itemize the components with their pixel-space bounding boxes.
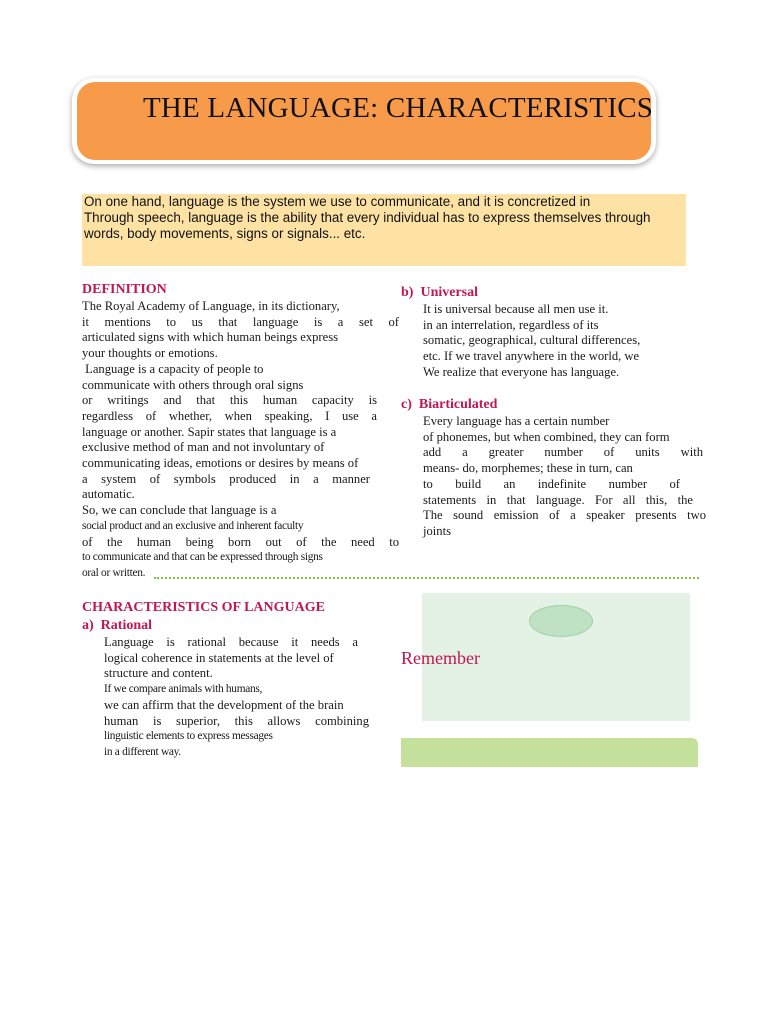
definition-line: articulated signs with which human beings express xyxy=(82,330,339,345)
definition-line: a system of symbols produced in a manner xyxy=(82,471,370,486)
definition-line: communicate with others through oral signs xyxy=(82,377,304,392)
biarticulated-marker: c) xyxy=(401,397,412,412)
definition-line: oral or written. xyxy=(82,566,146,579)
rational-heading: Rational xyxy=(100,618,153,633)
definition-line: or writings and that this human capacity is xyxy=(82,393,377,408)
biarticulated-line: joints xyxy=(423,523,451,538)
definition-line: The Royal Academy of Language, in its dictionary, xyxy=(82,299,340,313)
rational-line: in a different way. xyxy=(104,745,181,758)
rational-line: logical coherence in statements at the level of xyxy=(104,650,334,665)
remember-label: Remember xyxy=(401,648,480,668)
biarticulated-line: add a greater number of units with xyxy=(423,445,703,460)
universal-heading-row xyxy=(401,284,706,302)
definition-line: your thoughts or emotions. xyxy=(82,346,218,361)
biarticulated-section xyxy=(401,396,706,540)
intro-line: Through speech, language is the ability that every individual has to express themselves through xyxy=(84,210,651,225)
definition-section xyxy=(82,281,399,582)
biarticulated-heading-row xyxy=(401,396,706,414)
definition-line: communicating ideas, emotions or desires by means of xyxy=(82,456,359,471)
universal-marker: b) xyxy=(401,285,414,300)
definition-line: of the human being born out of the need to xyxy=(82,534,399,549)
universal-section xyxy=(401,284,706,381)
definition-line: regardless of whether, when speaking, I use a xyxy=(82,408,377,423)
definition-line: So, we can conclude that language is a xyxy=(82,503,277,518)
intro-box xyxy=(82,194,686,266)
definition-line: it mentions to us that language is a set of xyxy=(82,314,399,329)
rational-line: Language is rational because it needs a xyxy=(104,635,358,649)
universal-heading: Universal xyxy=(420,285,479,300)
universal-line: It is universal because all men use it. xyxy=(423,302,609,316)
rational-line: structure and content. xyxy=(104,666,213,681)
rational-line: If we compare animals with humans, xyxy=(104,683,263,696)
characteristics-section xyxy=(82,599,382,761)
biarticulated-line: statements in that language. For all this, the xyxy=(423,492,693,507)
intro-line: words, body movements, signs or signals... etc. xyxy=(84,226,366,241)
characteristics-heading: CHARACTERISTICS OF LANGUAGE xyxy=(82,600,325,615)
biarticulated-line: of phonemes, but when combined, they can form xyxy=(423,429,670,444)
universal-line: We realize that everyone has language. xyxy=(423,364,620,379)
universal-line: in an interrelation, regardless of its xyxy=(423,317,599,332)
rational-heading-row xyxy=(82,617,382,635)
page-title: THE LANGUAGE: CHARACTERISTICS xyxy=(143,92,654,124)
biarticulated-line: Every language has a certain number xyxy=(423,414,610,428)
biarticulated-line: to build an indefinite number of xyxy=(423,476,680,491)
definition-line: language or another. Sapir states that language is a xyxy=(82,424,337,439)
universal-line: somatic, geographical, cultural differences, xyxy=(423,333,641,348)
rational-line: human is superior, this allows combining xyxy=(104,713,369,728)
remember-oval-shape xyxy=(529,605,593,637)
rational-body xyxy=(82,635,370,761)
universal-body xyxy=(401,302,706,381)
biarticulated-heading: Biarticulated xyxy=(418,397,498,412)
dotted-divider xyxy=(154,577,699,579)
universal-line: etc. If we travel anywhere in the world, we xyxy=(423,349,640,364)
definition-line: social product and an exclusive and inherent faculty xyxy=(82,519,304,532)
definition-line: to communicate and that can be expressed through signs xyxy=(82,551,323,564)
green-bar xyxy=(401,738,698,767)
definition-line: exclusive method of man and not involuntary of xyxy=(82,440,325,455)
definition-line: automatic. xyxy=(82,487,135,502)
rational-marker: a) xyxy=(82,618,94,633)
rational-line: linguistic elements to express messages xyxy=(104,730,273,743)
intro-line: On one hand, language is the system we use to communicate, and it is concretized in xyxy=(84,194,591,209)
rational-line: we can affirm that the development of the brain xyxy=(104,697,344,712)
biarticulated-body xyxy=(401,414,706,540)
definition-line: Language is a capacity of people to xyxy=(82,361,264,376)
biarticulated-line: means- do, morphemes; these in turn, can xyxy=(423,461,633,476)
biarticulated-line: The sound emission of a speaker presents two xyxy=(423,508,706,523)
definition-heading: DEFINITION xyxy=(82,282,167,297)
